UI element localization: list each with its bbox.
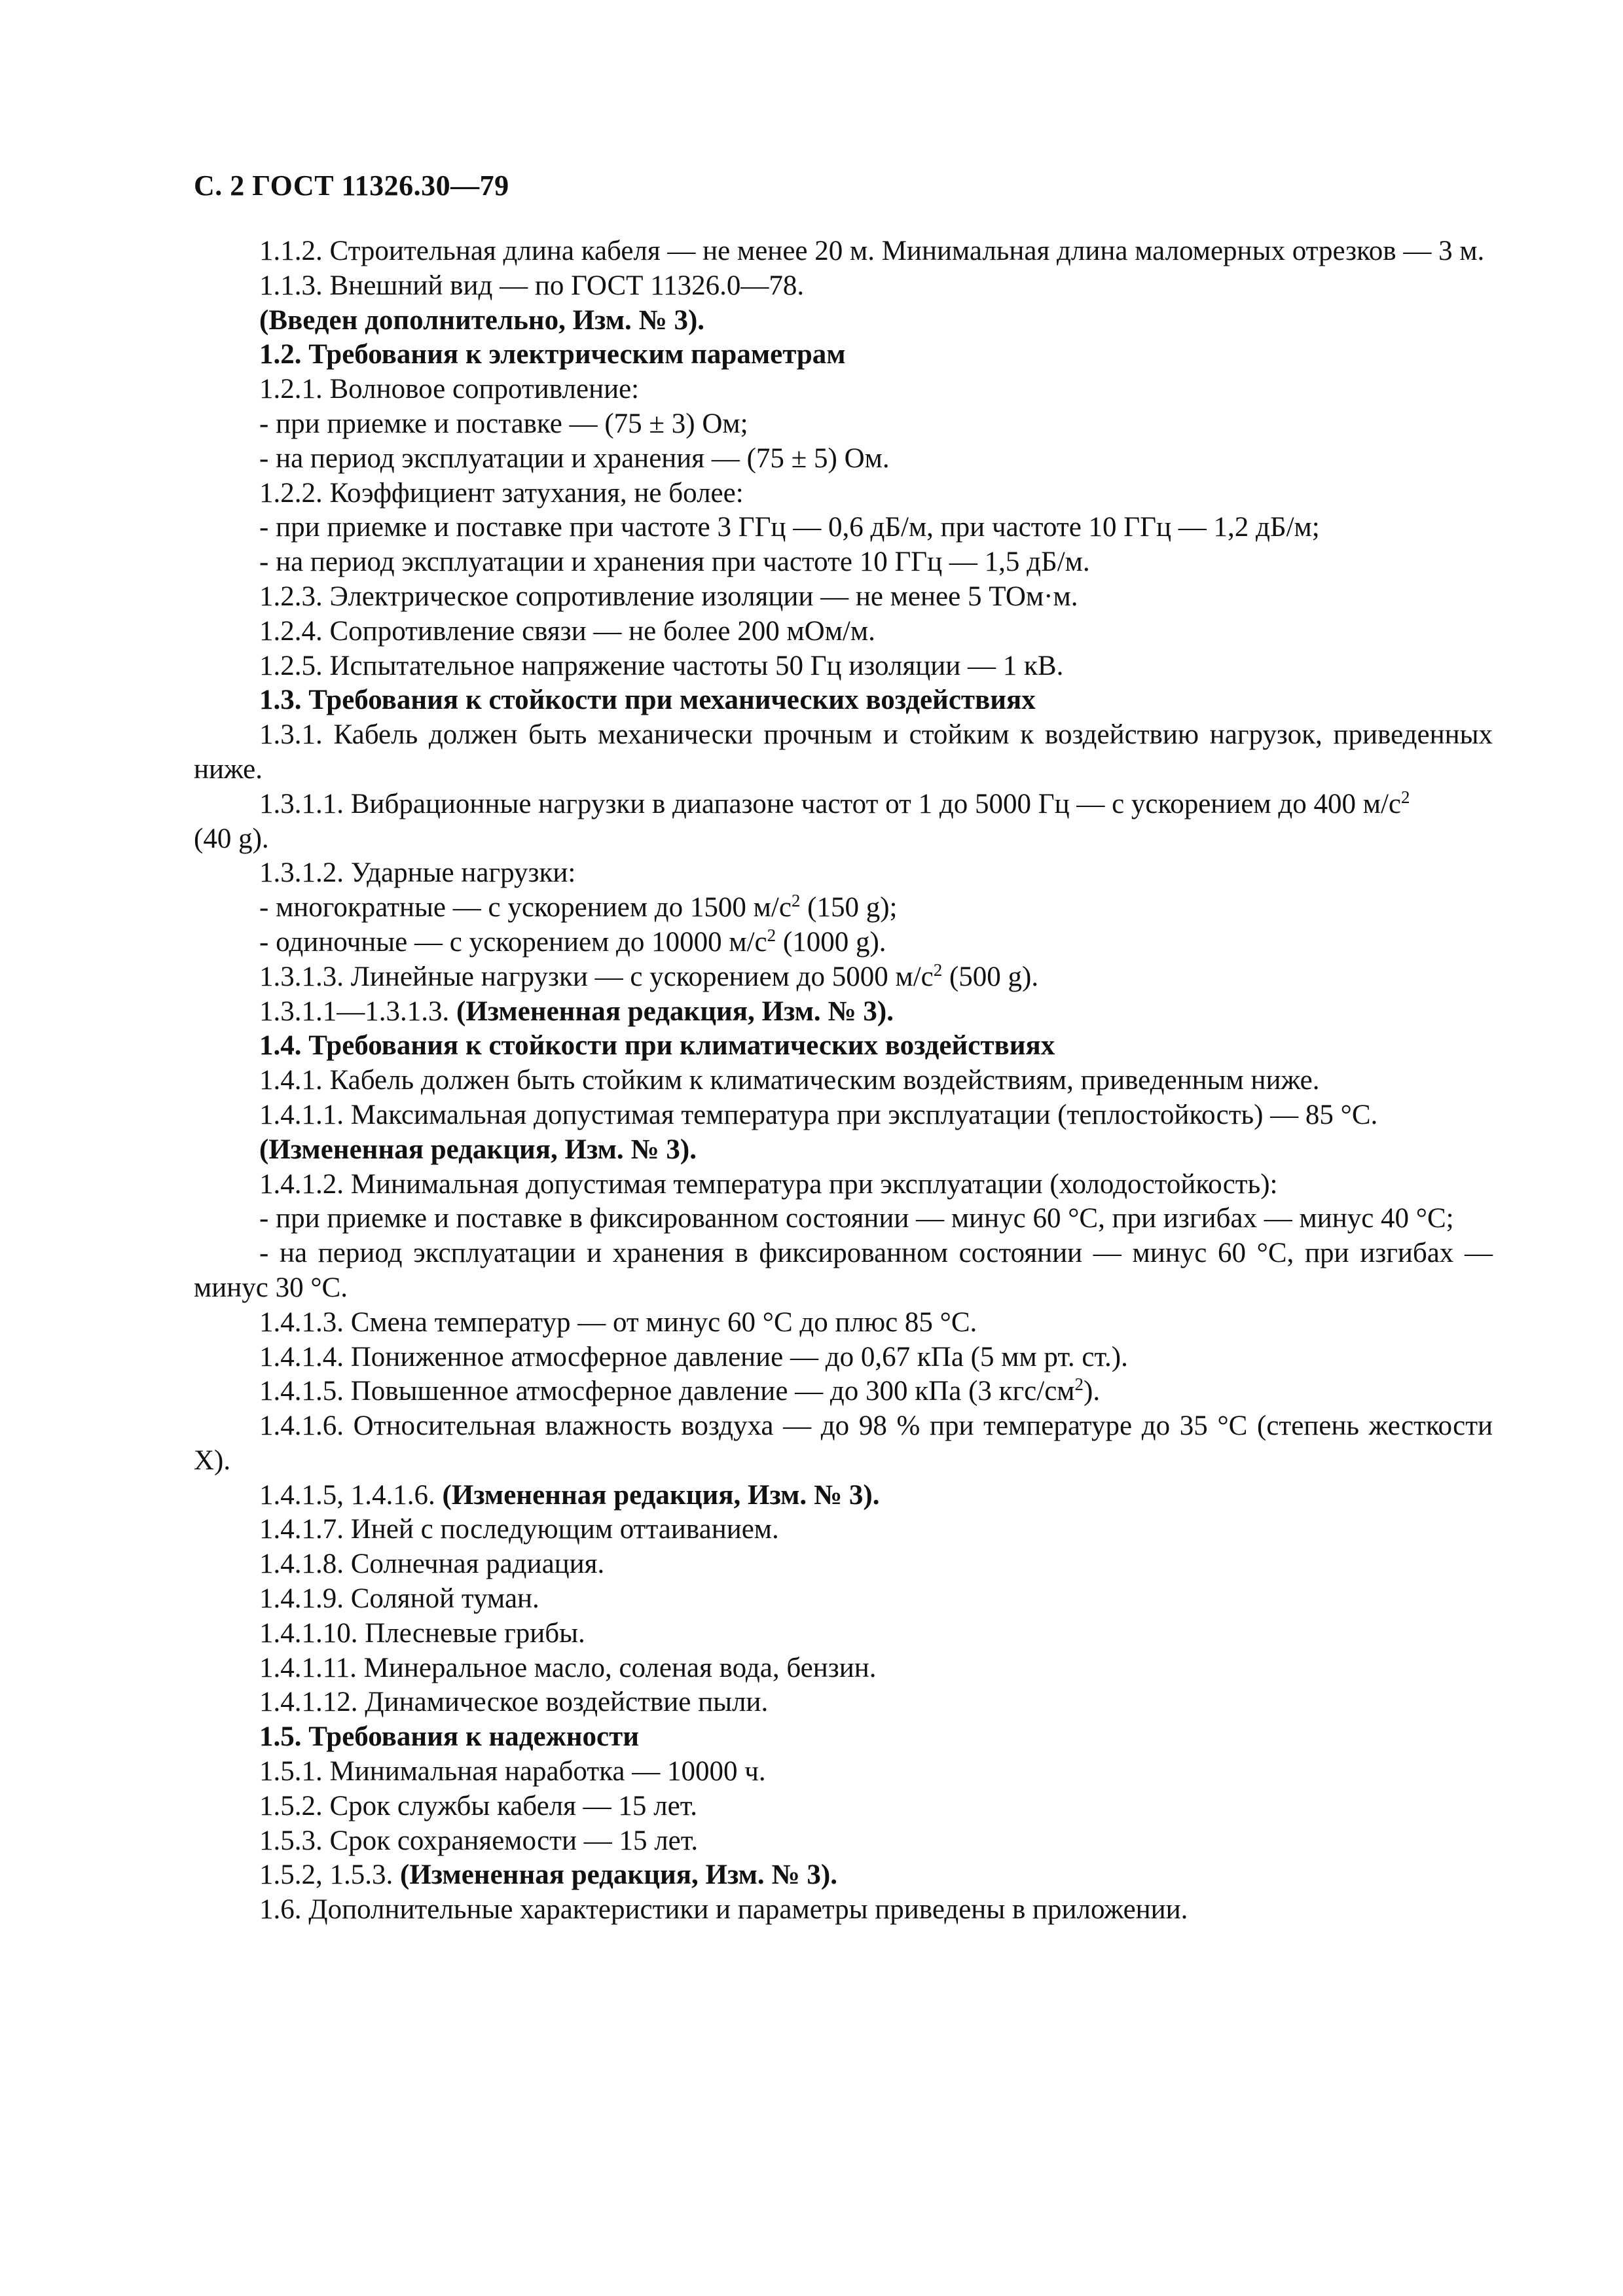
para-1-4-1-6: 1.4.1.6. Относительная влажность воздуха — до 98 % при температуре до 35 °С (степень жесткости X). [194, 1410, 1493, 1476]
para-text: - многократные — с ускорением до 1500 м/с [259, 892, 792, 924]
para-1-4-1-11: 1.4.1.11. Минеральное масло, соленая вода, бензин. [259, 1652, 877, 1683]
para-text: (150 g); [800, 892, 898, 924]
superscript: 2 [791, 891, 801, 911]
para-1-3-1-1 [194, 787, 1493, 857]
section-heading-1-2: 1.2. Требования к электрическим параметрам [259, 339, 846, 370]
para-1-1-3: 1.1.3. Внешний вид — по ГОСТ 11326.0—78. [259, 270, 805, 301]
amendment-note: (Измененная редакция, Изм. № 3). [456, 996, 894, 1027]
para-1-2-3: 1.2.3. Электрическое сопротивление изоляции — не менее 5 ТОм·м. [259, 581, 1078, 612]
para-1-6: 1.6. Дополнительные характеристики и параметры приведены в приложении. [259, 1894, 1188, 1926]
para-text: 1.4.1.5, 1.4.1.6. [259, 1479, 443, 1511]
amendment-note: (Измененная редакция, Изм. № 3). [400, 1859, 837, 1891]
list-item: - на период эксплуатации и хранения при частоте 10 ГГц — 1,5 дБ/м. [259, 547, 1090, 578]
list-item: - при приемке и поставке — (75 ± 3) Ом; [259, 408, 748, 439]
para-text: 1.3.1.3. Линейные нагрузки — с ускорением до 5000 м/с [259, 961, 934, 992]
amendment-ref [194, 1858, 1493, 1893]
para-text: 1.3.1.1—1.3.1.3. [259, 996, 456, 1027]
superscript: 2 [767, 925, 776, 945]
para-1-4-1-4: 1.4.1.4. Пониженное атмосферное давление — до 0,67 кПа (5 мм рт. ст.). [259, 1341, 1128, 1372]
para-1-3-1-2: 1.3.1.2. Ударные нагрузки: [259, 857, 576, 889]
amendment-note: (Введен дополнительно, Изм. № 3). [259, 304, 705, 336]
para-1-4-1-5 [194, 1374, 1493, 1409]
list-item [194, 925, 1493, 960]
para-1-4-1-10: 1.4.1.10. Плесневые грибы. [259, 1617, 585, 1649]
list-item: - на период эксплуатации и хранения — (75 ± 5) Ом. [259, 442, 890, 474]
superscript: 2 [1401, 787, 1410, 807]
amendment-note: (Измененная редакция, Изм. № 3). [442, 1479, 880, 1511]
section-heading-1-4: 1.4. Требования к стойкости при климатических воздействиях [259, 1030, 1055, 1062]
para-1-4-1: 1.4.1. Кабель должен быть стойким к климатическим воздействиям, приведенным ниже. [259, 1065, 1320, 1096]
section-heading-1-3: 1.3. Требования к стойкости при механических воздействиях [259, 685, 1036, 716]
para-text: 1.5.2, 1.5.3. [259, 1859, 400, 1891]
list-item: - при приемке и поставке при частоте 3 ГГц — 0,6 дБ/м, при частоте 10 ГГц — 1,2 дБ/м; [259, 512, 1320, 543]
amendment-note: (Измененная редакция, Изм. № 3). [259, 1134, 697, 1165]
para-text: - одиночные — с ускорением до 10000 м/с [259, 926, 767, 958]
page-header: С. 2 ГОСТ 11326.30—79 [194, 170, 509, 202]
para-1-3-1-3 [194, 960, 1493, 995]
para-1-2-2: 1.2.2. Коэффициент затухания, не более: [259, 477, 744, 509]
para-1-4-1-3: 1.4.1.3. Смена температур — от минус 60 °С до плюс 85 °С. [259, 1306, 977, 1338]
para-text: (500 g). [942, 961, 1039, 992]
section-heading-1-5: 1.5. Требования к надежности [259, 1721, 640, 1753]
para-text: 1.3.1.1. Вибрационные нагрузки в диапазоне частот от 1 до 5000 Гц — с ускорением до 400 м/с [259, 788, 1401, 819]
para-1-4-1-1: 1.4.1.1. Максимальная допустимая температура при эксплуатации (теплостойкость) — 85 °С. [259, 1099, 1378, 1130]
para-text: 1.4.1.5. Повышенное атмосферное давление — до 300 кПа (3 кгс/см [259, 1376, 1075, 1407]
para-1-2-5: 1.2.5. Испытательное напряжение частоты 50 Гц изоляции — 1 кВ. [259, 650, 1064, 681]
amendment-ref [194, 1479, 1493, 1513]
para-1-4-1-9: 1.4.1.9. Соляной туман. [259, 1583, 539, 1615]
para-1-4-1-7: 1.4.1.7. Иней с последующим оттаиванием. [259, 1514, 779, 1545]
para-1-4-1-8: 1.4.1.8. Солнечная радиация. [259, 1549, 605, 1580]
para-1-5-3: 1.5.3. Срок сохраняемости — 15 лет. [259, 1825, 699, 1856]
para-1-2-4: 1.2.4. Сопротивление связи — не более 200 мОм/м. [259, 615, 875, 647]
para-1-1-2: 1.1.2. Строительная длина кабеля — не менее 20 м. Минимальная длина маломерных отрезков — 3 м. [259, 236, 1485, 266]
para-1-5-2: 1.5.2. Срок службы кабеля — 15 лет. [259, 1790, 698, 1821]
superscript: 2 [933, 960, 943, 980]
list-item: - при приемке и поставке в фиксированном состоянии — минус 60 °С, при изгибах — минус 40 °С; [259, 1203, 1454, 1234]
amendment-ref [194, 995, 1493, 1030]
para-1-5-1: 1.5.1. Минимальная наработка — 10000 ч. [259, 1756, 766, 1787]
para-text: (1000 g). [776, 926, 886, 958]
para-1-4-1-2: 1.4.1.2. Минимальная допустимая температура при эксплуатации (холодостойкость): [259, 1168, 1278, 1200]
list-item [194, 891, 1493, 925]
para-text: ). [1084, 1376, 1101, 1407]
document-body [194, 234, 1493, 1928]
para-1-3-1: 1.3.1. Кабель должен быть механически прочным и стойким к воздействию нагрузок, приведенных ниже. [194, 719, 1493, 785]
para-1-4-1-12: 1.4.1.12. Динамическое воздействие пыли. [259, 1687, 769, 1718]
para-text: (40 g). [194, 823, 269, 854]
list-item: - на период эксплуатации и хранения в фиксированном состоянии — минус 60 °С, при изгибах — минус 30 °С. [194, 1238, 1493, 1303]
superscript: 2 [1074, 1374, 1084, 1395]
para-1-2-1: 1.2.1. Волновое сопротивление: [259, 374, 640, 405]
